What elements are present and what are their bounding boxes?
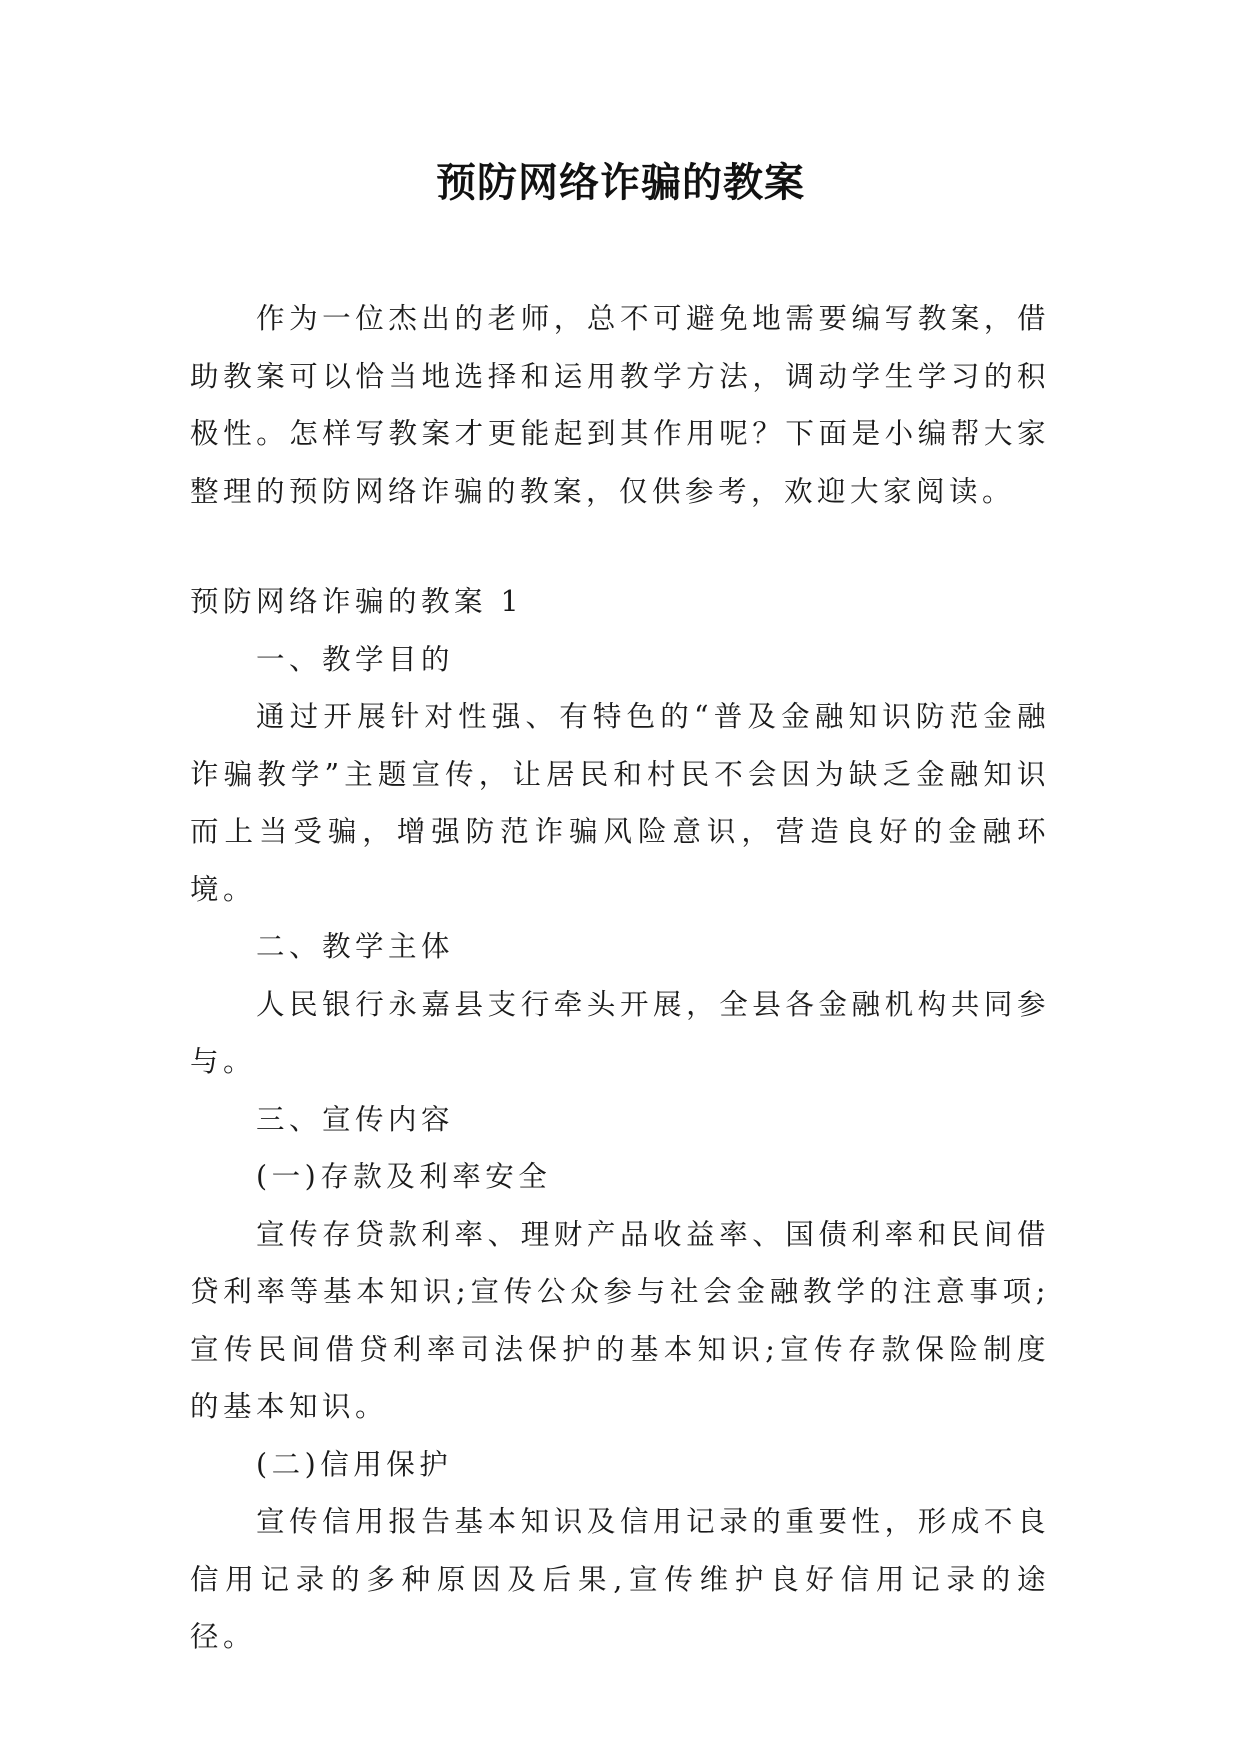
paragraph-credit-protection: 宣传信用报告基本知识及信用记录的重要性，形成不良信用记录的多种原因及后果,宣传维护良好信用记录的途径。 bbox=[190, 1505, 1050, 1653]
paragraph-teaching-goal: 通过开展针对性强、有特色的“普及金融知识防范金融诈骗教学”主题宣传，让居民和村民不会因为缺乏金融知识而上当受骗，增强防范诈骗风险意识，营造良好的金融环境。 bbox=[190, 700, 1050, 906]
subheading-credit-protection: (二)信用保护 bbox=[256, 1447, 453, 1481]
subheading-deposit-rate-safety: (一)存款及利率安全 bbox=[256, 1160, 552, 1193]
heading-publicity-content: 三、宣传内容 bbox=[256, 1102, 455, 1136]
heading-teaching-goal: 一、教学目的 bbox=[256, 642, 455, 676]
document-title: 预防网络诈骗的教案 bbox=[436, 159, 805, 206]
paragraph-teaching-subject: 人民银行永嘉县支行牵头开展，全县各金融机构共同参与。 bbox=[190, 987, 1050, 1078]
paragraph-deposit-rate-safety: 宣传存贷款利率、理财产品收益率、国债利率和民间借贷利率等基本知识;宣传公众参与社会金融教学的注意事项;宣传民间借贷利率司法保护的基本知识;宣传存款保险制度的基本知识。 bbox=[190, 1217, 1050, 1423]
document-body bbox=[190, 290, 1050, 1666]
section-heading: 预防网络诈骗的教案 1 bbox=[190, 585, 524, 618]
heading-teaching-subject: 二、教学主体 bbox=[256, 930, 455, 963]
intro-paragraph: 作为一位杰出的老师，总不可避免地需要编写教案，借助教案可以恰当地选择和运用教学方法，调动学生学习的积极性。怎样写教案才更能起到其作用呢？下面是小编帮大家整理的预防网络诈骗的教案，仅供参考，欢迎大家阅读。 bbox=[190, 302, 1050, 508]
